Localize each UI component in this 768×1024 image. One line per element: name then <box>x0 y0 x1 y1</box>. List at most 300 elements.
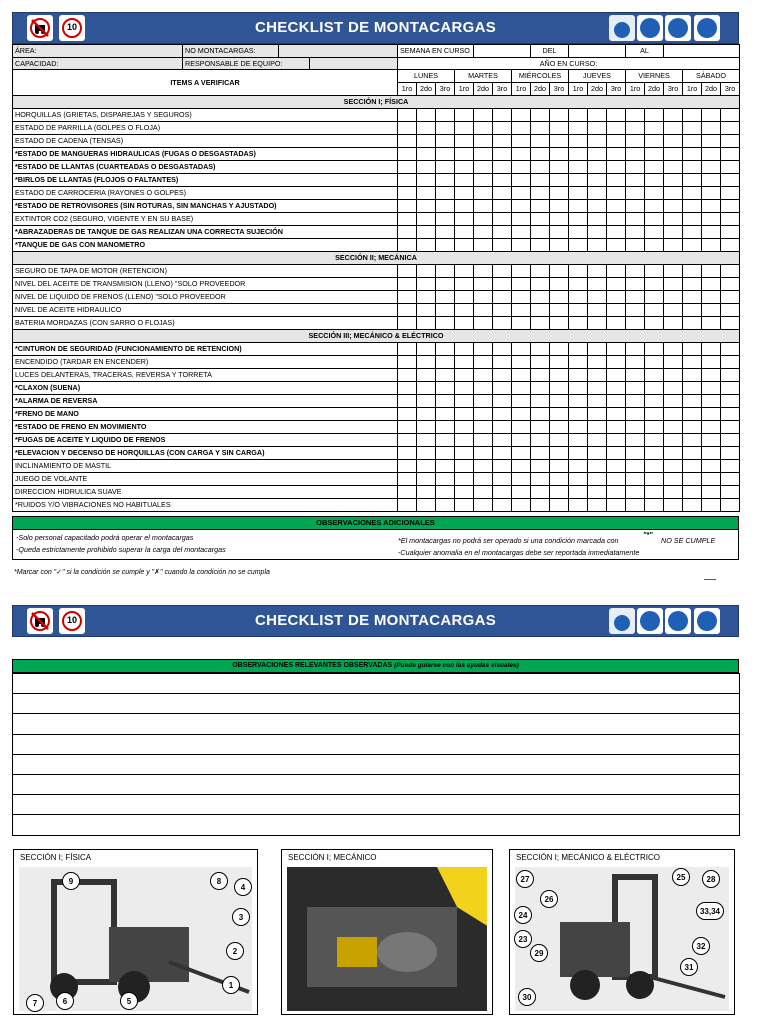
check-cell[interactable] <box>626 369 645 382</box>
check-cell[interactable] <box>436 473 455 486</box>
check-cell[interactable] <box>645 122 664 135</box>
check-cell[interactable] <box>512 187 531 200</box>
check-cell[interactable] <box>702 317 721 330</box>
check-cell[interactable] <box>417 434 436 447</box>
check-cell[interactable] <box>474 343 493 356</box>
check-cell[interactable] <box>626 135 645 148</box>
check-cell[interactable] <box>417 460 436 473</box>
check-cell[interactable] <box>645 109 664 122</box>
check-cell[interactable] <box>607 278 626 291</box>
check-cell[interactable] <box>436 239 455 252</box>
check-cell[interactable] <box>436 213 455 226</box>
check-cell[interactable] <box>569 213 588 226</box>
check-cell[interactable] <box>550 382 569 395</box>
check-cell[interactable] <box>645 317 664 330</box>
check-cell[interactable] <box>626 148 645 161</box>
check-cell[interactable] <box>588 486 607 499</box>
check-cell[interactable] <box>702 382 721 395</box>
check-cell[interactable] <box>588 187 607 200</box>
check-cell[interactable] <box>455 317 474 330</box>
check-cell[interactable] <box>531 265 550 278</box>
check-cell[interactable] <box>645 213 664 226</box>
check-cell[interactable] <box>607 369 626 382</box>
check-cell[interactable] <box>436 109 455 122</box>
check-cell[interactable] <box>493 148 512 161</box>
check-cell[interactable] <box>550 135 569 148</box>
check-cell[interactable] <box>683 356 702 369</box>
check-cell[interactable] <box>645 408 664 421</box>
check-cell[interactable] <box>607 460 626 473</box>
check-cell[interactable] <box>607 122 626 135</box>
check-cell[interactable] <box>436 343 455 356</box>
check-cell[interactable] <box>550 239 569 252</box>
check-cell[interactable] <box>645 226 664 239</box>
check-cell[interactable] <box>512 447 531 460</box>
check-cell[interactable] <box>664 109 683 122</box>
check-cell[interactable] <box>550 447 569 460</box>
check-cell[interactable] <box>569 161 588 174</box>
check-cell[interactable] <box>512 382 531 395</box>
check-cell[interactable] <box>702 109 721 122</box>
check-cell[interactable] <box>417 239 436 252</box>
check-cell[interactable] <box>436 382 455 395</box>
check-cell[interactable] <box>398 473 417 486</box>
check-cell[interactable] <box>436 356 455 369</box>
check-cell[interactable] <box>626 408 645 421</box>
check-cell[interactable] <box>645 382 664 395</box>
check-cell[interactable] <box>474 486 493 499</box>
check-cell[interactable] <box>702 395 721 408</box>
check-cell[interactable] <box>588 122 607 135</box>
check-cell[interactable] <box>664 148 683 161</box>
check-cell[interactable] <box>588 135 607 148</box>
check-cell[interactable] <box>531 317 550 330</box>
check-cell[interactable] <box>474 369 493 382</box>
check-cell[interactable] <box>721 213 740 226</box>
check-cell[interactable] <box>531 486 550 499</box>
check-cell[interactable] <box>455 343 474 356</box>
check-cell[interactable] <box>664 135 683 148</box>
check-cell[interactable] <box>512 265 531 278</box>
check-cell[interactable] <box>417 278 436 291</box>
check-cell[interactable] <box>417 265 436 278</box>
check-cell[interactable] <box>683 434 702 447</box>
check-cell[interactable] <box>398 213 417 226</box>
check-cell[interactable] <box>569 408 588 421</box>
check-cell[interactable] <box>626 486 645 499</box>
check-cell[interactable] <box>474 148 493 161</box>
check-cell[interactable] <box>455 395 474 408</box>
check-cell[interactable] <box>721 473 740 486</box>
check-cell[interactable] <box>607 265 626 278</box>
responsable-field[interactable] <box>310 57 398 70</box>
check-cell[interactable] <box>721 174 740 187</box>
check-cell[interactable] <box>569 122 588 135</box>
check-cell[interactable] <box>683 291 702 304</box>
check-cell[interactable] <box>588 226 607 239</box>
check-cell[interactable] <box>455 486 474 499</box>
check-cell[interactable] <box>645 434 664 447</box>
check-cell[interactable] <box>512 174 531 187</box>
check-cell[interactable] <box>417 174 436 187</box>
check-cell[interactable] <box>398 408 417 421</box>
check-cell[interactable] <box>398 382 417 395</box>
check-cell[interactable] <box>702 174 721 187</box>
check-cell[interactable] <box>550 395 569 408</box>
check-cell[interactable] <box>702 226 721 239</box>
check-cell[interactable] <box>702 239 721 252</box>
check-cell[interactable] <box>569 486 588 499</box>
check-cell[interactable] <box>569 356 588 369</box>
check-cell[interactable] <box>531 122 550 135</box>
check-cell[interactable] <box>417 395 436 408</box>
check-cell[interactable] <box>550 486 569 499</box>
check-cell[interactable] <box>512 109 531 122</box>
check-cell[interactable] <box>455 421 474 434</box>
check-cell[interactable] <box>455 109 474 122</box>
check-cell[interactable] <box>550 174 569 187</box>
check-cell[interactable] <box>512 135 531 148</box>
check-cell[interactable] <box>493 239 512 252</box>
check-cell[interactable] <box>569 174 588 187</box>
no-montacargas-field[interactable] <box>279 45 398 58</box>
check-cell[interactable] <box>436 161 455 174</box>
check-cell[interactable] <box>588 239 607 252</box>
check-cell[interactable] <box>607 317 626 330</box>
check-cell[interactable] <box>417 486 436 499</box>
check-cell[interactable] <box>531 304 550 317</box>
check-cell[interactable] <box>417 317 436 330</box>
check-cell[interactable] <box>569 499 588 512</box>
check-cell[interactable] <box>645 460 664 473</box>
check-cell[interactable] <box>664 395 683 408</box>
check-cell[interactable] <box>626 161 645 174</box>
check-cell[interactable] <box>512 434 531 447</box>
check-cell[interactable] <box>702 278 721 291</box>
check-cell[interactable] <box>626 226 645 239</box>
check-cell[interactable] <box>493 174 512 187</box>
check-cell[interactable] <box>683 408 702 421</box>
check-cell[interactable] <box>474 421 493 434</box>
check-cell[interactable] <box>607 174 626 187</box>
check-cell[interactable] <box>664 239 683 252</box>
check-cell[interactable] <box>417 187 436 200</box>
check-cell[interactable] <box>455 148 474 161</box>
check-cell[interactable] <box>626 239 645 252</box>
check-cell[interactable] <box>493 226 512 239</box>
check-cell[interactable] <box>512 213 531 226</box>
check-cell[interactable] <box>455 304 474 317</box>
check-cell[interactable] <box>474 395 493 408</box>
check-cell[interactable] <box>455 265 474 278</box>
check-cell[interactable] <box>474 122 493 135</box>
check-cell[interactable] <box>398 343 417 356</box>
check-cell[interactable] <box>398 369 417 382</box>
check-cell[interactable] <box>436 291 455 304</box>
check-cell[interactable] <box>474 356 493 369</box>
check-cell[interactable] <box>683 278 702 291</box>
check-cell[interactable] <box>512 356 531 369</box>
check-cell[interactable] <box>607 213 626 226</box>
check-cell[interactable] <box>550 122 569 135</box>
check-cell[interactable] <box>607 161 626 174</box>
check-cell[interactable] <box>683 304 702 317</box>
check-cell[interactable] <box>474 187 493 200</box>
check-cell[interactable] <box>455 460 474 473</box>
check-cell[interactable] <box>702 369 721 382</box>
check-cell[interactable] <box>607 408 626 421</box>
check-cell[interactable] <box>493 408 512 421</box>
check-cell[interactable] <box>398 187 417 200</box>
check-cell[interactable] <box>531 408 550 421</box>
check-cell[interactable] <box>569 291 588 304</box>
check-cell[interactable] <box>474 109 493 122</box>
check-cell[interactable] <box>417 148 436 161</box>
check-cell[interactable] <box>398 239 417 252</box>
observation-line[interactable] <box>13 815 740 835</box>
check-cell[interactable] <box>398 447 417 460</box>
check-cell[interactable] <box>702 421 721 434</box>
check-cell[interactable] <box>569 239 588 252</box>
check-cell[interactable] <box>626 109 645 122</box>
check-cell[interactable] <box>569 473 588 486</box>
check-cell[interactable] <box>683 239 702 252</box>
check-cell[interactable] <box>398 161 417 174</box>
check-cell[interactable] <box>512 161 531 174</box>
check-cell[interactable] <box>626 499 645 512</box>
del-field[interactable] <box>569 45 626 58</box>
check-cell[interactable] <box>664 421 683 434</box>
check-cell[interactable] <box>512 239 531 252</box>
check-cell[interactable] <box>569 187 588 200</box>
check-cell[interactable] <box>550 265 569 278</box>
check-cell[interactable] <box>569 343 588 356</box>
check-cell[interactable] <box>398 278 417 291</box>
check-cell[interactable] <box>493 109 512 122</box>
check-cell[interactable] <box>664 304 683 317</box>
check-cell[interactable] <box>683 473 702 486</box>
check-cell[interactable] <box>455 499 474 512</box>
check-cell[interactable] <box>626 291 645 304</box>
check-cell[interactable] <box>417 226 436 239</box>
check-cell[interactable] <box>683 226 702 239</box>
check-cell[interactable] <box>417 343 436 356</box>
check-cell[interactable] <box>436 278 455 291</box>
check-cell[interactable] <box>626 421 645 434</box>
check-cell[interactable] <box>493 291 512 304</box>
check-cell[interactable] <box>455 356 474 369</box>
check-cell[interactable] <box>398 226 417 239</box>
check-cell[interactable] <box>721 135 740 148</box>
check-cell[interactable] <box>455 473 474 486</box>
check-cell[interactable] <box>588 161 607 174</box>
check-cell[interactable] <box>645 265 664 278</box>
check-cell[interactable] <box>626 447 645 460</box>
check-cell[interactable] <box>683 369 702 382</box>
check-cell[interactable] <box>550 473 569 486</box>
check-cell[interactable] <box>588 382 607 395</box>
check-cell[interactable] <box>474 460 493 473</box>
check-cell[interactable] <box>721 161 740 174</box>
observation-line[interactable] <box>13 795 740 815</box>
check-cell[interactable] <box>474 135 493 148</box>
check-cell[interactable] <box>531 135 550 148</box>
check-cell[interactable] <box>645 148 664 161</box>
check-cell[interactable] <box>493 460 512 473</box>
check-cell[interactable] <box>550 213 569 226</box>
check-cell[interactable] <box>645 278 664 291</box>
check-cell[interactable] <box>607 421 626 434</box>
check-cell[interactable] <box>455 434 474 447</box>
check-cell[interactable] <box>455 200 474 213</box>
check-cell[interactable] <box>683 486 702 499</box>
check-cell[interactable] <box>721 395 740 408</box>
check-cell[interactable] <box>683 343 702 356</box>
check-cell[interactable] <box>417 421 436 434</box>
check-cell[interactable] <box>531 369 550 382</box>
check-cell[interactable] <box>683 317 702 330</box>
check-cell[interactable] <box>493 382 512 395</box>
check-cell[interactable] <box>398 265 417 278</box>
check-cell[interactable] <box>512 226 531 239</box>
check-cell[interactable] <box>474 408 493 421</box>
check-cell[interactable] <box>398 395 417 408</box>
check-cell[interactable] <box>588 265 607 278</box>
check-cell[interactable] <box>626 473 645 486</box>
check-cell[interactable] <box>474 200 493 213</box>
check-cell[interactable] <box>550 356 569 369</box>
check-cell[interactable] <box>588 174 607 187</box>
al-field[interactable] <box>664 45 740 58</box>
check-cell[interactable] <box>607 226 626 239</box>
check-cell[interactable] <box>436 369 455 382</box>
check-cell[interactable] <box>702 447 721 460</box>
check-cell[interactable] <box>721 291 740 304</box>
observation-line[interactable] <box>13 754 740 774</box>
check-cell[interactable] <box>455 161 474 174</box>
check-cell[interactable] <box>531 395 550 408</box>
check-cell[interactable] <box>645 395 664 408</box>
semana-field[interactable] <box>474 45 531 58</box>
check-cell[interactable] <box>683 395 702 408</box>
check-cell[interactable] <box>664 447 683 460</box>
check-cell[interactable] <box>607 187 626 200</box>
check-cell[interactable] <box>455 239 474 252</box>
check-cell[interactable] <box>607 109 626 122</box>
check-cell[interactable] <box>512 408 531 421</box>
check-cell[interactable] <box>683 148 702 161</box>
check-cell[interactable] <box>588 356 607 369</box>
check-cell[interactable] <box>721 382 740 395</box>
check-cell[interactable] <box>664 369 683 382</box>
check-cell[interactable] <box>626 174 645 187</box>
check-cell[interactable] <box>398 304 417 317</box>
check-cell[interactable] <box>493 278 512 291</box>
check-cell[interactable] <box>645 447 664 460</box>
check-cell[interactable] <box>702 213 721 226</box>
check-cell[interactable] <box>721 486 740 499</box>
check-cell[interactable] <box>512 395 531 408</box>
check-cell[interactable] <box>417 135 436 148</box>
check-cell[interactable] <box>474 161 493 174</box>
check-cell[interactable] <box>398 174 417 187</box>
check-cell[interactable] <box>493 135 512 148</box>
check-cell[interactable] <box>569 148 588 161</box>
check-cell[interactable] <box>569 447 588 460</box>
check-cell[interactable] <box>664 434 683 447</box>
check-cell[interactable] <box>607 499 626 512</box>
check-cell[interactable] <box>493 304 512 317</box>
check-cell[interactable] <box>626 382 645 395</box>
check-cell[interactable] <box>721 226 740 239</box>
check-cell[interactable] <box>493 434 512 447</box>
check-cell[interactable] <box>626 200 645 213</box>
check-cell[interactable] <box>436 460 455 473</box>
check-cell[interactable] <box>626 434 645 447</box>
check-cell[interactable] <box>569 369 588 382</box>
check-cell[interactable] <box>702 304 721 317</box>
check-cell[interactable] <box>531 226 550 239</box>
check-cell[interactable] <box>588 434 607 447</box>
check-cell[interactable] <box>664 187 683 200</box>
check-cell[interactable] <box>588 291 607 304</box>
check-cell[interactable] <box>512 317 531 330</box>
check-cell[interactable] <box>493 499 512 512</box>
check-cell[interactable] <box>683 447 702 460</box>
check-cell[interactable] <box>683 161 702 174</box>
check-cell[interactable] <box>455 122 474 135</box>
check-cell[interactable] <box>588 213 607 226</box>
check-cell[interactable] <box>455 382 474 395</box>
check-cell[interactable] <box>626 278 645 291</box>
check-cell[interactable] <box>398 434 417 447</box>
check-cell[interactable] <box>436 304 455 317</box>
check-cell[interactable] <box>474 447 493 460</box>
check-cell[interactable] <box>721 408 740 421</box>
check-cell[interactable] <box>493 187 512 200</box>
check-cell[interactable] <box>702 434 721 447</box>
check-cell[interactable] <box>512 369 531 382</box>
check-cell[interactable] <box>664 486 683 499</box>
check-cell[interactable] <box>455 447 474 460</box>
check-cell[interactable] <box>398 148 417 161</box>
check-cell[interactable] <box>436 317 455 330</box>
check-cell[interactable] <box>436 135 455 148</box>
check-cell[interactable] <box>417 213 436 226</box>
check-cell[interactable] <box>569 200 588 213</box>
check-cell[interactable] <box>721 317 740 330</box>
check-cell[interactable] <box>436 499 455 512</box>
check-cell[interactable] <box>550 291 569 304</box>
check-cell[interactable] <box>398 200 417 213</box>
check-cell[interactable] <box>588 304 607 317</box>
check-cell[interactable] <box>721 343 740 356</box>
check-cell[interactable] <box>588 109 607 122</box>
check-cell[interactable] <box>531 239 550 252</box>
check-cell[interactable] <box>417 473 436 486</box>
check-cell[interactable] <box>531 109 550 122</box>
check-cell[interactable] <box>683 213 702 226</box>
check-cell[interactable] <box>512 460 531 473</box>
check-cell[interactable] <box>664 291 683 304</box>
check-cell[interactable] <box>531 148 550 161</box>
check-cell[interactable] <box>474 291 493 304</box>
check-cell[interactable] <box>531 213 550 226</box>
check-cell[interactable] <box>436 447 455 460</box>
check-cell[interactable] <box>531 447 550 460</box>
check-cell[interactable] <box>569 265 588 278</box>
check-cell[interactable] <box>531 499 550 512</box>
